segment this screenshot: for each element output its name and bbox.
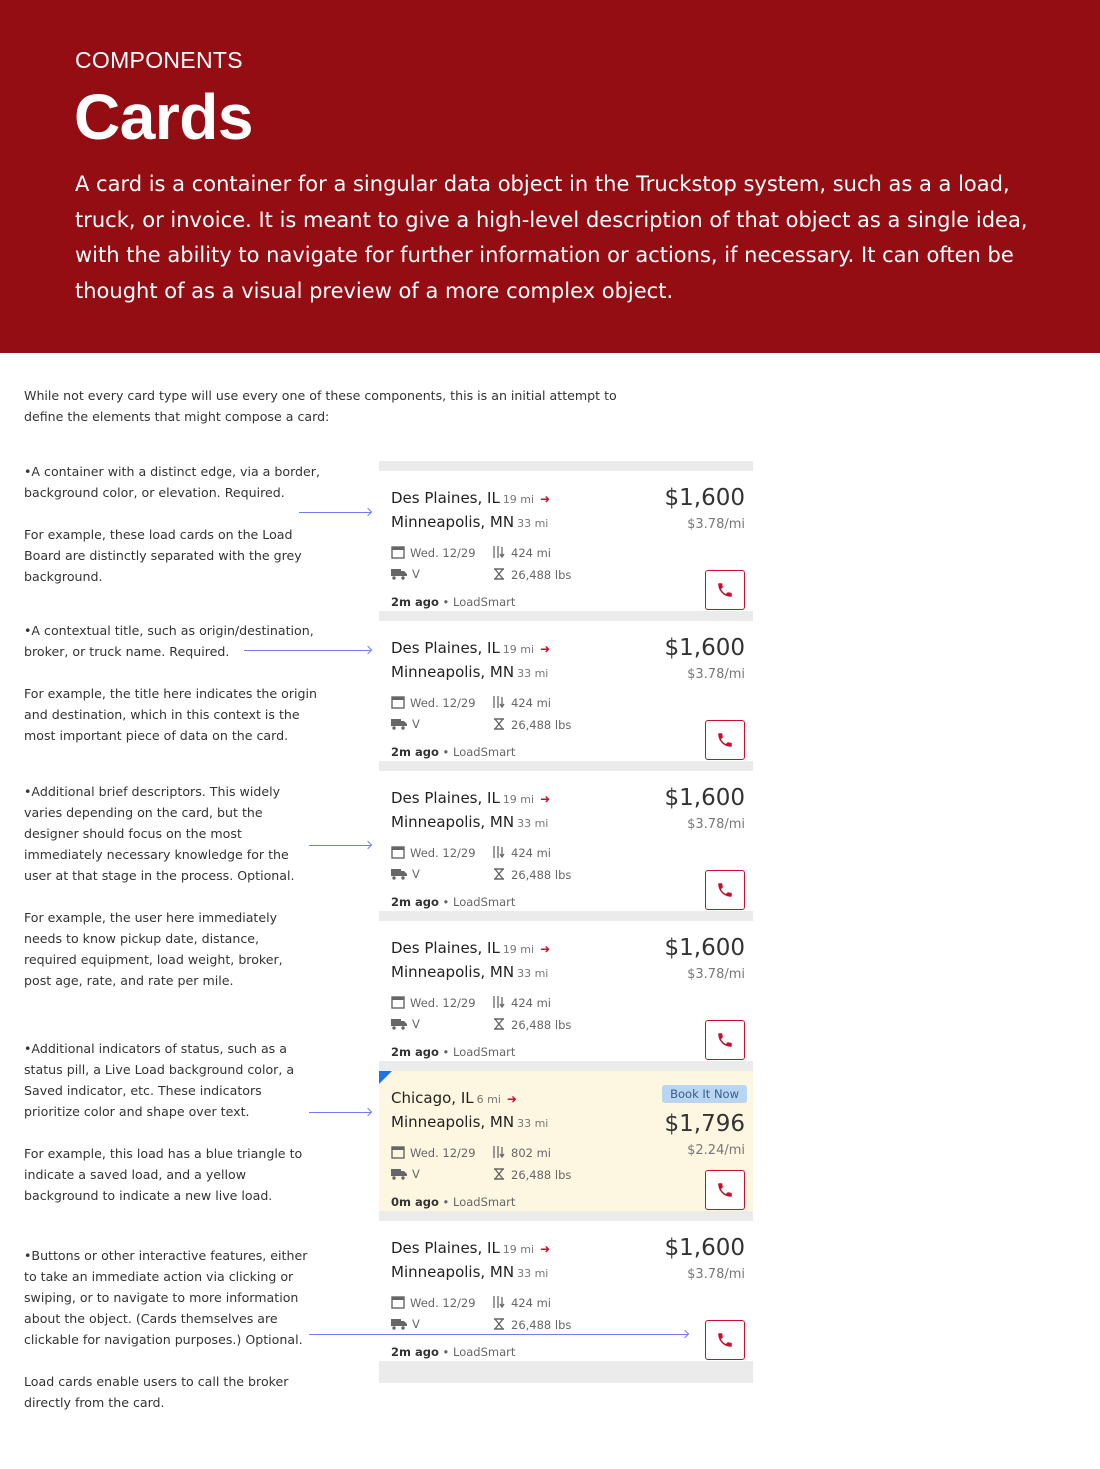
card-price: $1,600 bbox=[664, 1235, 745, 1261]
card-distance: 424 mi bbox=[492, 695, 551, 710]
weight-icon bbox=[492, 567, 506, 581]
weight-icon bbox=[492, 1017, 506, 1031]
calendar-icon bbox=[391, 1295, 405, 1309]
page-description: A card is a container for a singular data object in the Truckstop system, such as a a load, truck, or invoice. It is meant to give a high-level description of that object as a single idea, with the ability to navigate for further information or actions, if necessary. It can often be thought of as a visual preview of a more complex object. bbox=[75, 172, 1028, 304]
note-status-example: For example, this load has a blue triangle to indicate a saved load, and a yellow background to indicate a new live load. bbox=[24, 1146, 303, 1203]
phone-icon bbox=[716, 1331, 734, 1349]
phone-icon bbox=[716, 881, 734, 899]
note-status-bullet: •Additional indicators of status, such as a status pill, a Live Load background color, a Saved indicator, etc. These indicators prioritize color and shape over text. bbox=[24, 1041, 295, 1119]
load-card[interactable] bbox=[379, 1221, 753, 1361]
card-date: Wed. 12/29 bbox=[391, 1145, 476, 1160]
distance-icon bbox=[492, 845, 506, 859]
distance-icon bbox=[492, 1145, 506, 1159]
card-date: Wed. 12/29 bbox=[391, 845, 476, 860]
card-price: $1,600 bbox=[664, 785, 745, 811]
annotation-arrow-status bbox=[309, 1112, 371, 1113]
calendar-icon bbox=[391, 1145, 405, 1159]
call-broker-button[interactable] bbox=[705, 1020, 745, 1060]
card-age: 2m ago • LoadSmart bbox=[391, 1045, 516, 1059]
card-distance: 424 mi bbox=[492, 545, 551, 560]
card-destination: Minneapolis, MN 33 mi bbox=[391, 663, 549, 681]
arrow-right-icon: ➜ bbox=[540, 1242, 551, 1256]
call-broker-button[interactable] bbox=[705, 870, 745, 910]
arrow-right-icon: ➜ bbox=[540, 492, 551, 506]
distance-icon bbox=[492, 1295, 506, 1309]
card-weight: 26,488 lbs bbox=[492, 1017, 571, 1032]
card-origin: Chicago, IL 6 mi ➜ bbox=[391, 1089, 517, 1107]
truck-icon bbox=[391, 568, 407, 580]
card-distance: 424 mi bbox=[492, 1295, 551, 1310]
card-age: 2m ago • LoadSmart bbox=[391, 1345, 516, 1359]
note-buttons-example: Load cards enable users to call the broker directly from the card. bbox=[24, 1374, 289, 1410]
note-container-example: For example, these load cards on the Load Board are distinctly separated with the grey background. bbox=[24, 527, 302, 584]
card-equipment: V bbox=[391, 1167, 420, 1181]
card-destination: Minneapolis, MN 33 mi bbox=[391, 513, 549, 531]
card-age: 2m ago • LoadSmart bbox=[391, 895, 516, 909]
load-card[interactable] bbox=[379, 921, 753, 1061]
note-container-bullet: •A container with a distinct edge, via a border, background color, or elevation. Required. bbox=[24, 464, 320, 500]
card-destination: Minneapolis, MN 33 mi bbox=[391, 1263, 549, 1281]
card-date: Wed. 12/29 bbox=[391, 995, 476, 1010]
section-eyebrow: COMPONENTS bbox=[75, 47, 243, 73]
card-rate-per-mile: $3.78/mi bbox=[687, 517, 745, 532]
annotation-arrow-descriptors bbox=[309, 845, 371, 846]
weight-icon bbox=[492, 867, 506, 881]
card-destination: Minneapolis, MN 33 mi bbox=[391, 1113, 549, 1131]
card-price: $1,600 bbox=[664, 935, 745, 961]
card-equipment: V bbox=[391, 717, 420, 731]
calendar-icon bbox=[391, 995, 405, 1009]
card-weight: 26,488 lbs bbox=[492, 867, 571, 882]
card-origin: Des Plaines, IL 19 mi ➜ bbox=[391, 639, 551, 657]
card-destination: Minneapolis, MN 33 mi bbox=[391, 813, 549, 831]
card-origin: Des Plaines, IL 19 mi ➜ bbox=[391, 789, 551, 807]
card-date: Wed. 12/29 bbox=[391, 695, 476, 710]
truck-icon bbox=[391, 1318, 407, 1330]
call-broker-button[interactable] bbox=[705, 1170, 745, 1210]
card-destination: Minneapolis, MN 33 mi bbox=[391, 963, 549, 981]
card-date: Wed. 12/29 bbox=[391, 545, 476, 560]
card-distance: 424 mi bbox=[492, 995, 551, 1010]
card-equipment: V bbox=[391, 1317, 420, 1331]
page-header bbox=[0, 0, 1100, 353]
intro-text: While not every card type will use every one of these components, this is an initial attempt to define the elements that might compose a card: bbox=[24, 388, 617, 424]
call-broker-button[interactable] bbox=[705, 720, 745, 760]
note-title-bullet: •A contextual title, such as origin/destination, broker, or truck name. Required. bbox=[24, 623, 314, 659]
call-broker-button[interactable] bbox=[705, 1320, 745, 1360]
phone-icon bbox=[716, 581, 734, 599]
truck-icon bbox=[391, 1018, 407, 1030]
arrow-right-icon: ➜ bbox=[506, 1092, 517, 1106]
note-buttons-bullet: •Buttons or other interactive features, either to take an immediate action via clicking or swiping, or to navigate to more information about the object. (Cards themselves are clickable for navigation purposes.) Optional. bbox=[24, 1248, 308, 1347]
phone-icon bbox=[716, 731, 734, 749]
truck-icon bbox=[391, 1168, 407, 1180]
load-card[interactable] bbox=[379, 621, 753, 761]
card-weight: 26,488 lbs bbox=[492, 717, 571, 732]
card-rate-per-mile: $3.78/mi bbox=[687, 1267, 745, 1282]
calendar-icon bbox=[391, 695, 405, 709]
weight-icon bbox=[492, 1167, 506, 1181]
distance-icon bbox=[492, 545, 506, 559]
phone-icon bbox=[716, 1031, 734, 1049]
card-date: Wed. 12/29 bbox=[391, 1295, 476, 1310]
card-equipment: V bbox=[391, 867, 420, 881]
calendar-icon bbox=[391, 845, 405, 859]
load-card-list bbox=[379, 461, 753, 1383]
load-card[interactable] bbox=[379, 471, 753, 611]
weight-icon bbox=[492, 1317, 506, 1331]
card-age: 0m ago • LoadSmart bbox=[391, 1195, 516, 1209]
card-equipment: V bbox=[391, 1017, 420, 1031]
call-broker-button[interactable] bbox=[705, 570, 745, 610]
note-descriptors-bullet: •Additional brief descriptors. This widely varies depending on the card, but the designer should focus on the most immediately necessary knowledge for the user at that stage in the process. Optional. bbox=[24, 784, 295, 883]
card-weight: 26,488 lbs bbox=[492, 567, 571, 582]
card-distance: 802 mi bbox=[492, 1145, 551, 1160]
card-rate-per-mile: $3.78/mi bbox=[687, 967, 745, 982]
card-age: 2m ago • LoadSmart bbox=[391, 745, 516, 759]
arrow-right-icon: ➜ bbox=[540, 792, 551, 806]
card-origin: Des Plaines, IL 19 mi ➜ bbox=[391, 939, 551, 957]
phone-icon bbox=[716, 1181, 734, 1199]
saved-indicator-triangle bbox=[379, 1071, 392, 1084]
calendar-icon bbox=[391, 545, 405, 559]
card-weight: 26,488 lbs bbox=[492, 1317, 571, 1332]
card-distance: 424 mi bbox=[492, 845, 551, 860]
card-equipment: V bbox=[391, 567, 420, 581]
card-rate-per-mile: $3.78/mi bbox=[687, 667, 745, 682]
distance-icon bbox=[492, 995, 506, 1009]
status-pill: Book It Now bbox=[662, 1085, 747, 1103]
card-price: $1,600 bbox=[664, 485, 745, 511]
load-card-live[interactable] bbox=[379, 1071, 753, 1211]
note-title-example: For example, the title here indicates the origin and destination, which in this context is the most important piece of data on the card. bbox=[24, 686, 317, 743]
annotation-arrow-buttons bbox=[309, 1334, 688, 1335]
card-age: 2m ago • LoadSmart bbox=[391, 595, 516, 609]
truck-icon bbox=[391, 868, 407, 880]
annotation-arrow-container bbox=[299, 512, 371, 513]
annotation-arrow-title bbox=[244, 650, 371, 651]
load-card[interactable] bbox=[379, 771, 753, 911]
card-rate-per-mile: $3.78/mi bbox=[687, 817, 745, 832]
distance-icon bbox=[492, 695, 506, 709]
card-weight: 26,488 lbs bbox=[492, 1167, 571, 1182]
truck-icon bbox=[391, 718, 407, 730]
arrow-right-icon: ➜ bbox=[540, 942, 551, 956]
card-origin: Des Plaines, IL 19 mi ➜ bbox=[391, 1239, 551, 1257]
note-descriptors-example: For example, the user here immediately needs to know pickup date, distance, required equipment, load weight, broker, post age, rate, and rate per mile. bbox=[24, 910, 283, 988]
card-rate-per-mile: $2.24/mi bbox=[687, 1143, 745, 1158]
card-price: $1,600 bbox=[664, 635, 745, 661]
page-title: Cards bbox=[74, 81, 253, 153]
weight-icon bbox=[492, 717, 506, 731]
card-origin: Des Plaines, IL 19 mi ➜ bbox=[391, 489, 551, 507]
arrow-right-icon: ➜ bbox=[540, 642, 551, 656]
card-price: $1,796 bbox=[664, 1111, 745, 1137]
